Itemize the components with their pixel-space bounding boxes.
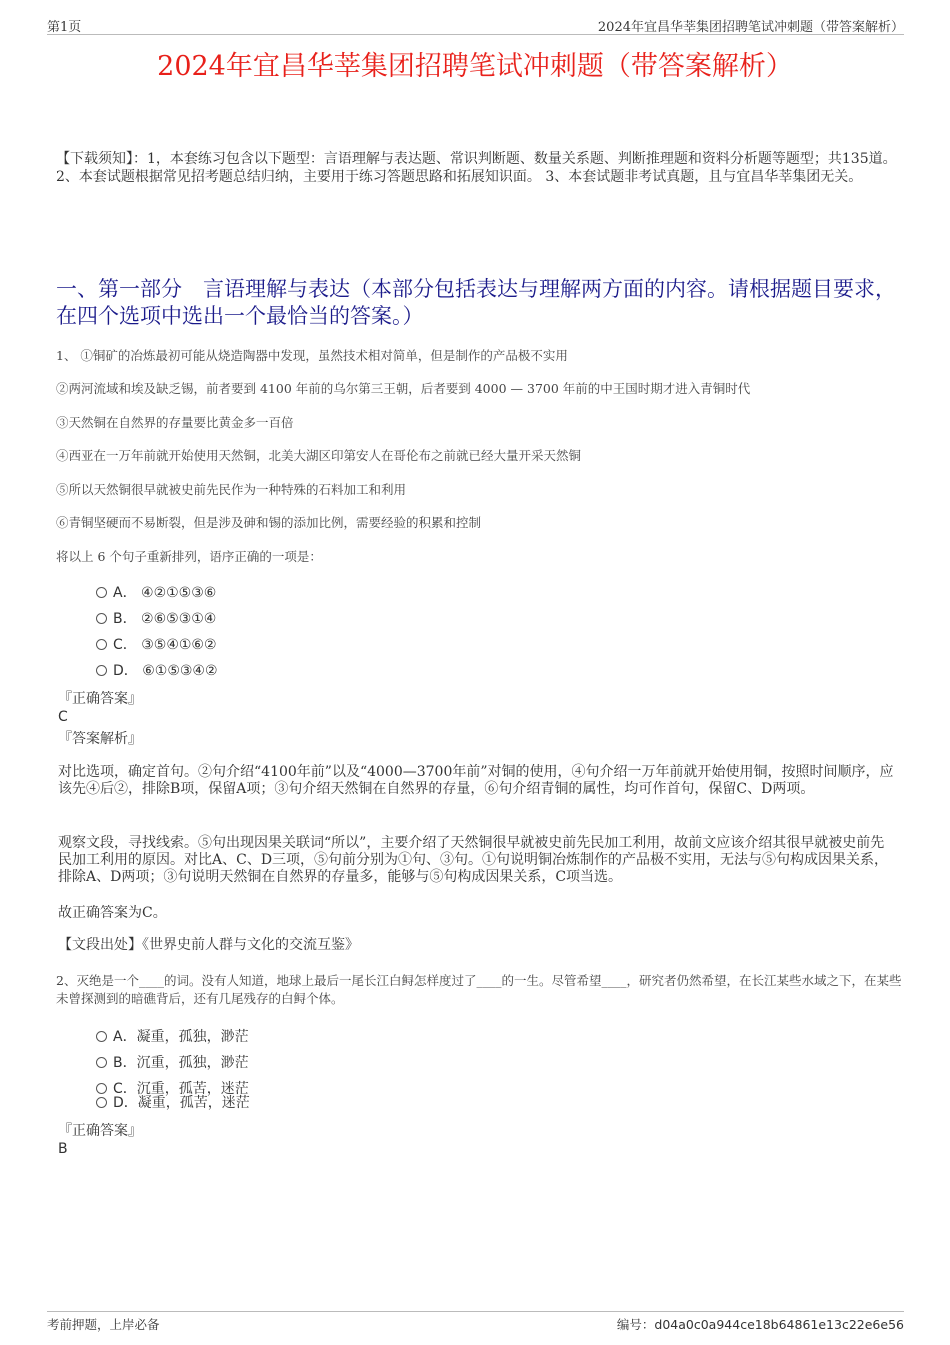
radio-icon[interactable]	[96, 1057, 107, 1068]
q1-line: 1、 ①铜矿的冶炼最初可能从烧造陶器中发现，虽然技术相对简单，但是制作的产品极不实用	[56, 348, 568, 363]
q1-source: 【文段出处】《世界史前人群与文化的交流互鉴》	[58, 937, 359, 953]
q1-conclusion: 故正确答案为C。	[58, 905, 167, 921]
q1-option-a[interactable]	[96, 583, 216, 603]
option-label: D．凝重，孤苦，迷茫	[113, 1095, 250, 1111]
q2-option-b[interactable]	[96, 1053, 249, 1073]
q1-analysis-para: 对比选项，确定首句。②句介绍“4100年前”以及“4000—3700年前”对铜的使用，④句介绍一万年前就开始使用铜，按照时间顺序，应该先④后②，排除B项，保留A项；③句介绍天然铜在自然界的存量，⑥句介绍青铜的属性，均可作首句，保留C、D两项。	[58, 764, 894, 797]
q1-line: ③天然铜在自然界的存量要比黄金多一百倍	[56, 415, 294, 430]
radio-icon[interactable]	[96, 665, 107, 676]
radio-icon[interactable]	[96, 1083, 107, 1094]
option-label: B．沉重，孤独，渺茫	[113, 1055, 249, 1071]
footer-doc-id: 编号：d04a0c0a944ce18b64861e13c22e6e56	[616, 1317, 904, 1332]
radio-icon[interactable]	[96, 613, 107, 624]
section-heading: 一、第一部分 言语理解与表达（本部分包括表达与理解两方面的内容。请根据题目要求，在四个选项中选出一个最恰当的答案。）	[56, 277, 896, 328]
q1-line: ④西亚在一万年前就开始使用天然铜，北美大湖区印第安人在哥伦布之前就已经大量开采天然铜	[56, 448, 582, 463]
q2-answer: B	[58, 1141, 68, 1157]
download-notice: 【下载须知】：1，本套练习包含以下题型：言语理解与表达题、常识判断题、数量关系题、判断推理题和资料分析题等题型；共135道。 2、本套试题根据常见招考题总结归纳，主要用于练习答题思路和拓展知识面。 3、本套试题非考试真题，且与宜昌华莘集团无关。	[56, 151, 897, 185]
q2-text: 2、灭绝是一个____的词。没有人知道，地球上最后一尾长江白鲟怎样度过了____的一生。尽管希望____，研究者仍然希望，在长江某些水域之下，在某些未曾探测到的暗礁背后，还有几尾残存的白鲟个体。	[56, 973, 902, 1006]
option-label: C． ③⑤④①⑥②	[113, 637, 217, 653]
page-title: 2024年宜昌华莘集团招聘笔试冲刺题（带答案解析）	[157, 51, 793, 82]
q1-analysis-para: 观察文段，寻找线索。⑤句出现因果关联词“所以”，主要介绍了天然铜很早就被史前先民加工利用，故前文应该介绍其很早就被史前先民加工利用的原因。对比A、C、D三项，⑤句前分别为①句、③句。①句说明铜冶炼制作的产品极不实用，无法与⑤句构成因果关系，排除A、D两项；③句说明天然铜在自然界的存量多，能够与⑤句构成因果关系，C项当选。	[58, 835, 889, 885]
q1-analysis-label: 『答案解析』	[58, 731, 142, 747]
q2-answer-label: 『正确答案』	[58, 1123, 142, 1139]
radio-icon[interactable]	[96, 639, 107, 650]
page-footer	[47, 1311, 904, 1336]
q1-answer: C	[58, 709, 68, 725]
option-label: A． ④②①⑤③⑥	[113, 585, 217, 601]
q1-line: ⑤所以天然铜很早就被史前先民作为一种特殊的石料加工和利用	[56, 482, 407, 497]
q1-option-c[interactable]	[96, 635, 217, 655]
option-label: B． ②⑥⑤③①④	[113, 611, 217, 627]
q1-prompt: 将以上 6 个句子重新排列，语序正确的一项是：	[56, 549, 322, 564]
footer-slogan: 考前押题，上岸必备	[47, 1317, 160, 1332]
page-header	[47, 14, 904, 35]
q1-option-b[interactable]	[96, 609, 216, 629]
option-label: C．沉重，孤苦，迷茫	[113, 1081, 249, 1097]
page-number: 第1页	[47, 20, 82, 35]
option-label: D． ⑥①⑤③④②	[113, 663, 218, 679]
option-label: A．凝重，孤独，渺茫	[113, 1029, 249, 1045]
q1-option-d[interactable]	[96, 661, 218, 681]
q1-line: ⑥青铜坚硬而不易断裂，但是涉及砷和锡的添加比例，需要经验的积累和控制	[56, 515, 482, 530]
radio-icon[interactable]	[96, 587, 107, 598]
q1-line: ②两河流域和埃及缺乏锡，前者要到 4100 年前的乌尔第三王朝，后者要到 4000 — 3700 年前的中王国时期才进入青铜时代	[56, 381, 751, 396]
header-doc-title: 2024年宜昌华莘集团招聘笔试冲刺题（带答案解析）	[597, 20, 904, 35]
q1-answer-label: 『正确答案』	[58, 691, 142, 707]
q2-option-d[interactable]	[96, 1093, 250, 1113]
radio-icon[interactable]	[96, 1031, 107, 1042]
q2-option-a[interactable]	[96, 1027, 249, 1047]
radio-icon[interactable]	[96, 1097, 107, 1108]
